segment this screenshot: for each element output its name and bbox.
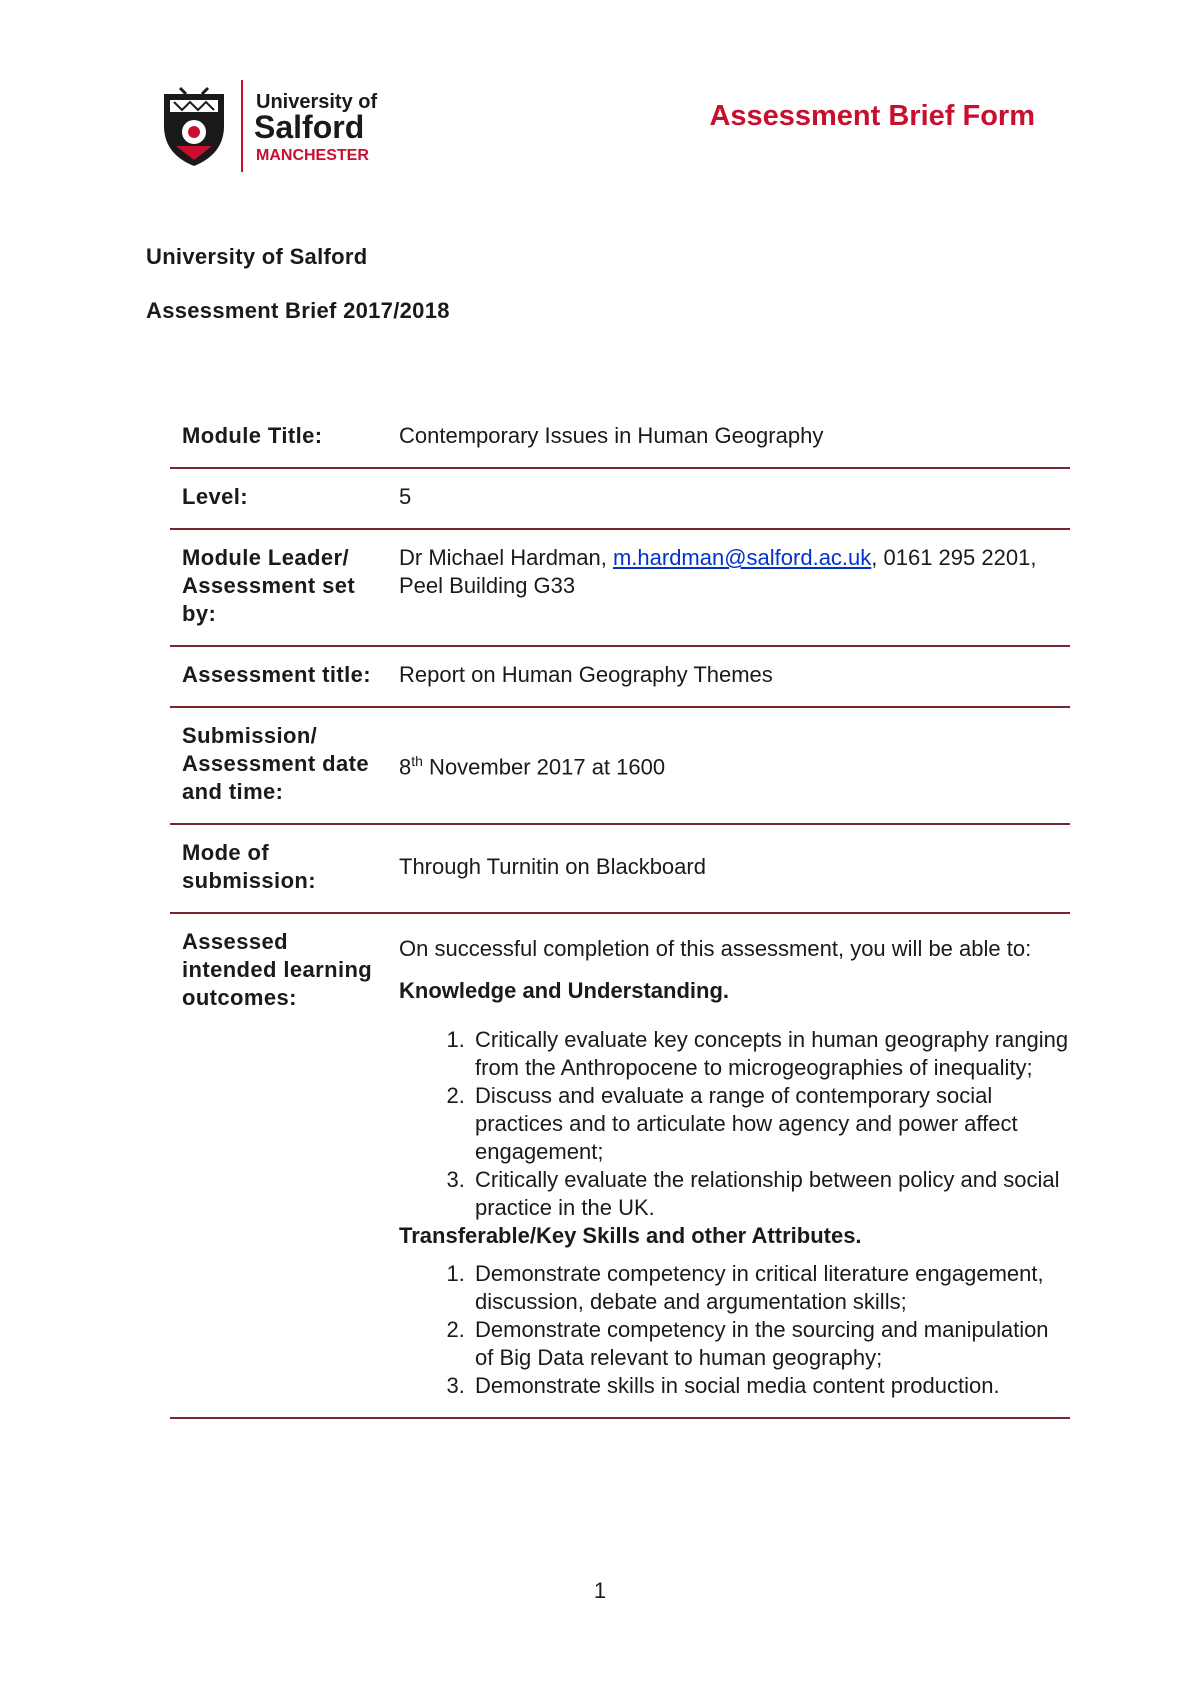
table-row [170, 646, 1070, 707]
knowledge-list [399, 1026, 1070, 1222]
submission-value [387, 707, 1070, 824]
outcomes-intro: On successful completion of this assessment, you will be able to: [399, 936, 1032, 961]
list-item: 2. Discuss and evaluate a range of contemporary social practices and to articulate how agency and power affect engagement; [471, 1082, 1070, 1166]
table-row [170, 408, 1070, 468]
outcomes-value [387, 913, 1070, 1418]
module-leader-contact: , 0161 295 2201, Peel Building G33 [399, 545, 1037, 598]
page-number: 1 [593, 1578, 607, 1603]
skills-heading: Transferable/Key Skills and other Attributes. [399, 1223, 862, 1248]
salford-crest-icon [162, 80, 382, 172]
form-title: Assessment Brief Form [709, 100, 1035, 132]
assessment-title-value: Report on Human Geography Themes [399, 662, 773, 687]
level-value: 5 [399, 484, 412, 509]
module-title-label: Module Title: [182, 423, 323, 448]
table-row [170, 529, 1070, 646]
skills-list [399, 1260, 1070, 1400]
assessment-brief-table [170, 408, 1070, 1419]
submission-date-rest: November 2017 at 1600 [422, 754, 666, 780]
table-row [170, 824, 1070, 913]
table-row [170, 913, 1070, 1418]
university-heading: University of Salford [146, 244, 368, 269]
email-link[interactable]: m.hardman@salford.ac.uk [612, 545, 872, 570]
table-row [170, 468, 1070, 529]
list-item: 3. Critically evaluate the relationship between policy and social practice in the UK. [471, 1166, 1070, 1222]
assessment-title-label: Assessment title: [182, 662, 371, 687]
list-item: 1. Demonstrate competency in critical literature engagement, discussion, debate and argumentation skills; [471, 1260, 1070, 1316]
submission-day: 8 [399, 754, 412, 780]
table-row [170, 707, 1070, 824]
submission-ordinal: th [411, 752, 423, 769]
outcomes-label: Assessed intended learning outcomes: [182, 929, 373, 1010]
brief-year-heading: Assessment Brief 2017/2018 [146, 298, 450, 323]
module-leader-name: Dr Michael Hardman, [399, 545, 613, 570]
list-item: 1. Critically evaluate key concepts in human geography ranging from the Anthropocene to microgeographies of inequality; [471, 1026, 1070, 1082]
list-item: 3. Demonstrate skills in social media content production. [471, 1372, 1070, 1400]
module-leader-value [387, 529, 1070, 646]
level-label: Level: [182, 484, 248, 509]
mode-value: Through Turnitin on Blackboard [399, 854, 706, 879]
submission-label: Submission/ Assessment date and time: [182, 723, 369, 804]
logo-line-3: MANCHESTER [256, 147, 369, 164]
university-logo [162, 80, 382, 172]
knowledge-heading: Knowledge and Understanding. [399, 978, 730, 1003]
mode-label: Mode of submission: [182, 840, 316, 893]
list-item: 2. Demonstrate competency in the sourcing and manipulation of Big Data relevant to human geography; [471, 1316, 1070, 1372]
module-title-value: Contemporary Issues in Human Geography [399, 423, 824, 448]
logo-line-1: University of [256, 91, 378, 113]
module-leader-label: Module Leader/ Assessment set by: [182, 545, 356, 626]
logo-line-2: Salford [254, 109, 365, 145]
